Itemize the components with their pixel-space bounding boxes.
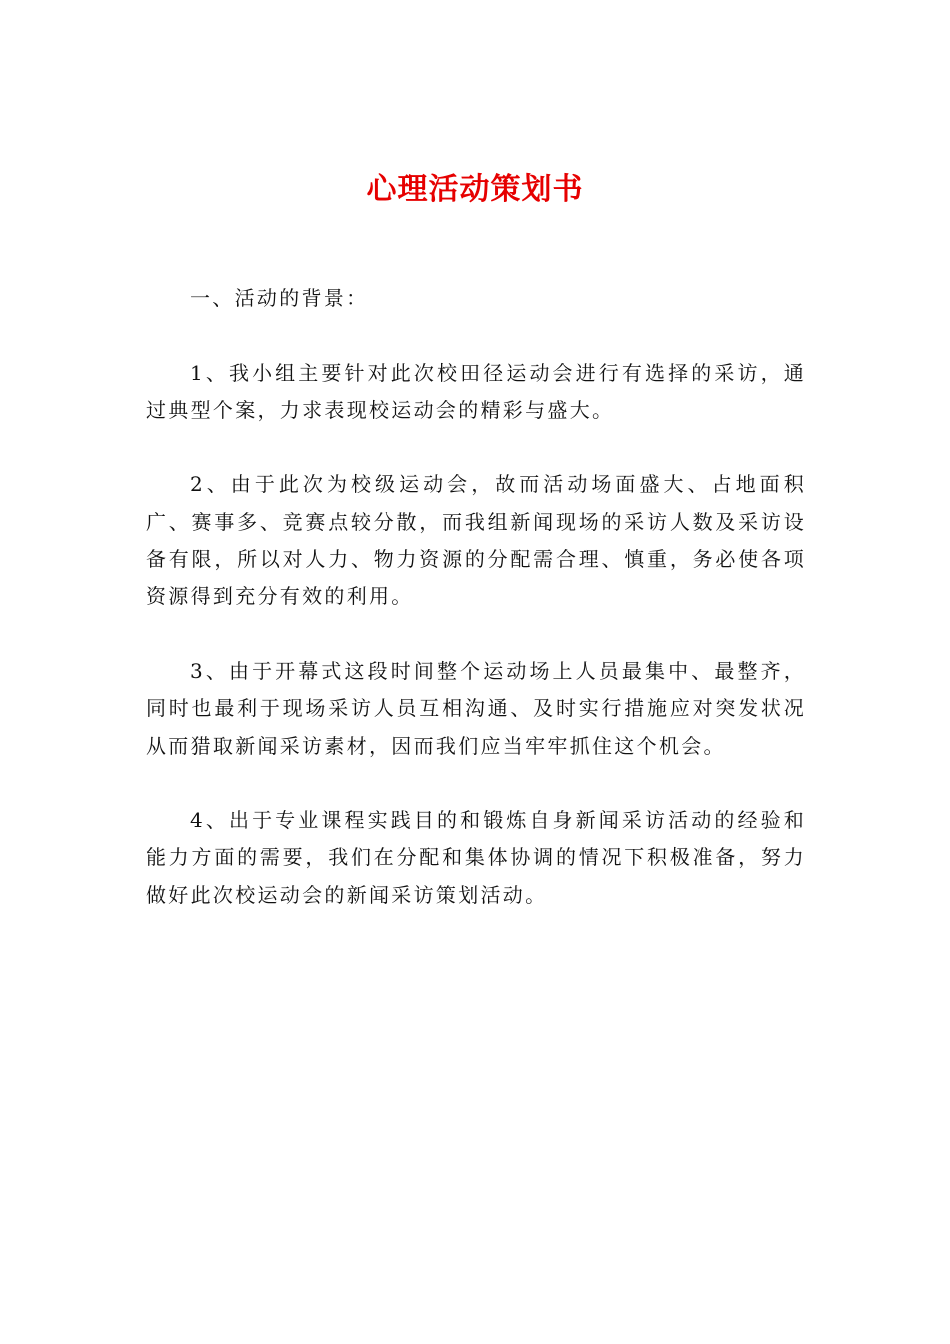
- paragraph-2: 2、由于此次为校级运动会，故而活动场面盛大、占地面积广、赛事多、竞赛点较分散，而我组新闻现场的采访人数及采访设备有限，所以对人力、物力资源的分配需合理、慎重，务必使各项资源得到充分有效的利用。: [146, 472, 806, 609]
- paragraph-3: 3、由于开幕式这段时间整个运动场上人员最集中、最整齐，同时也最利于现场采访人员互相沟通、及时实行措施应对突发状况从而猎取新闻采访素材，因而我们应当牢牢抓住这个机会。: [146, 658, 806, 758]
- document-title: 心理活动策划书: [366, 172, 584, 208]
- section-heading-background: 一、活动的背景：: [190, 286, 369, 310]
- document-body: [146, 280, 806, 951]
- paragraph-4: 4、出于专业课程实践目的和锻炼自身新闻采访活动的经验和能力方面的需要，我们在分配和集体协调的情况下积极准备，努力做好此次校运动会的新闻采访策划活动。: [146, 808, 806, 907]
- paragraph-1: 1、我小组主要针对此次校田径运动会进行有选择的采访，通过典型个案，力求表现校运动会的精彩与盛大。: [146, 360, 806, 422]
